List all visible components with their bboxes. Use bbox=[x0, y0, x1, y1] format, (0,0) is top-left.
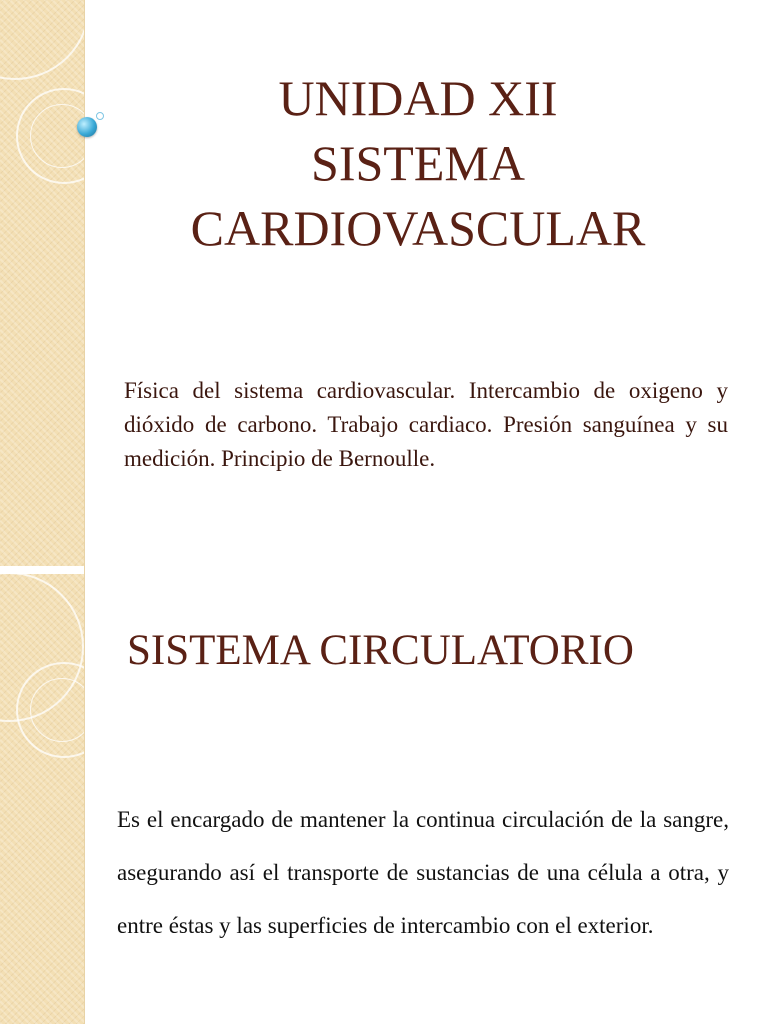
decorative-sidebar bbox=[0, 0, 85, 1024]
definition-paragraph: Es el encargado de mantener la continua circulación de la sangre, asegurando así el transporte de sustancias de una célula a otra, y entre éstas y las superficies de intercambio con el exterior. bbox=[117, 807, 729, 938]
small-bubble-icon bbox=[96, 112, 104, 120]
ring-decoration bbox=[30, 104, 85, 168]
blue-bubble-icon bbox=[77, 117, 97, 137]
title-line: UNIDAD XII bbox=[278, 70, 558, 126]
ring-decoration bbox=[0, 0, 85, 80]
slide-title bbox=[108, 66, 728, 261]
topics-paragraph: Física del sistema cardiovascular. Intercambio de oxigeno y dióxido de carbono. Trabajo cardiaco. Presión sanguínea y su medición. Principio de Bernoulle. bbox=[124, 378, 728, 471]
section-heading: SISTEMA CIRCULATORIO bbox=[127, 627, 634, 674]
ring-decoration bbox=[30, 678, 85, 742]
title-line: CARDIOVASCULAR bbox=[190, 200, 646, 256]
title-line: SISTEMA bbox=[311, 135, 525, 191]
